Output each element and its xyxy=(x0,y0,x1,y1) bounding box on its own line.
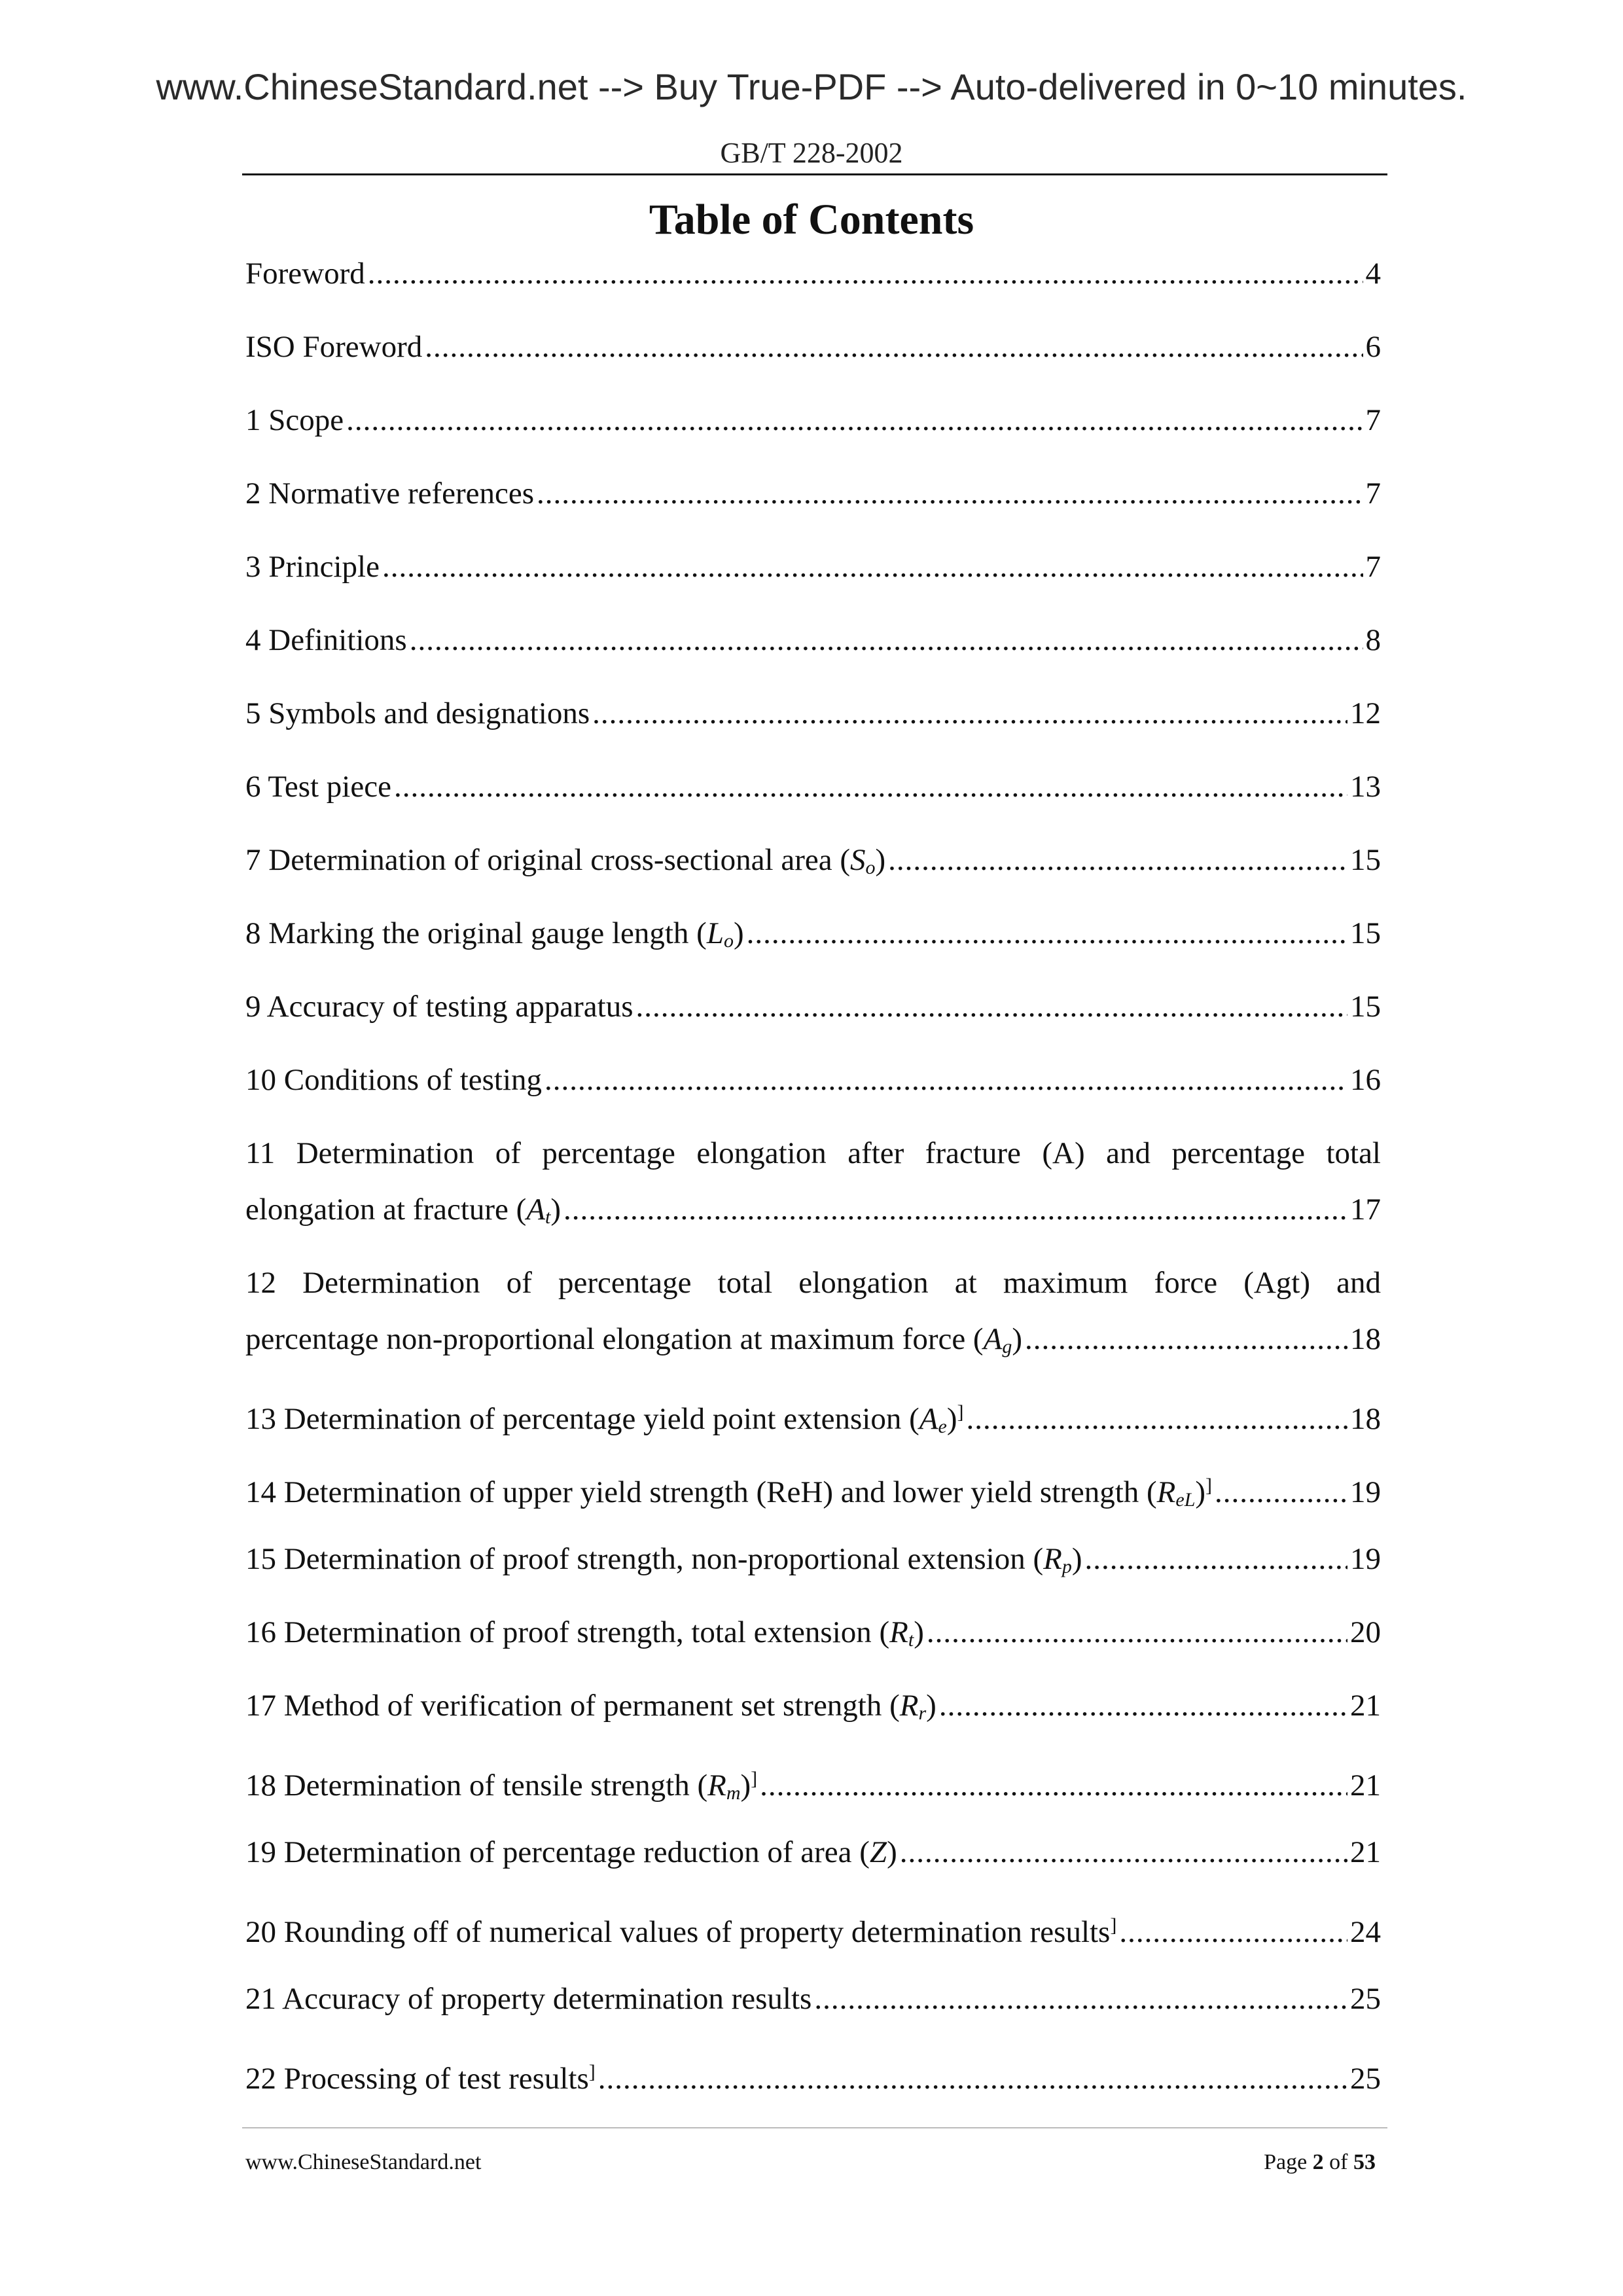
toc-entry-title xyxy=(245,2054,596,2097)
toc-entry-page: 20 xyxy=(1350,1615,1381,1649)
dot-leader xyxy=(1025,1321,1347,1357)
toc-entry-text-close: ) xyxy=(550,1193,562,1227)
toc-entry-text: 6 Test piece xyxy=(245,770,391,804)
toc-entry-line xyxy=(245,1834,1381,1871)
toc-entry-text: 19 Determination of percentage reduction of area ( xyxy=(245,1835,870,1869)
toc-entry-text: 2 Normative references xyxy=(245,476,535,511)
toc-entry-line xyxy=(245,548,1381,585)
toc-entry-line xyxy=(245,1981,1381,2017)
toc-entry-text: ISO Foreword xyxy=(245,330,423,364)
toc-entry-title xyxy=(245,1062,542,1098)
dot-leader xyxy=(760,1767,1347,1804)
toc-entry-line xyxy=(245,695,1381,732)
dot-leader xyxy=(636,988,1347,1025)
toc-entry-title xyxy=(245,1687,936,1732)
toc-list xyxy=(245,255,1381,2127)
toc-entry-text: 21 Accuracy of property determination results xyxy=(245,1982,812,2016)
toc-entry-line xyxy=(245,1191,1381,1228)
toc-entry-text: 15 Determination of proof strength, non-proportional extension ( xyxy=(245,1542,1044,1576)
toc-entry-page: 6 xyxy=(1365,330,1381,364)
toc-entry-line xyxy=(245,915,1381,952)
toc-entry-text-close: ) xyxy=(1012,1322,1022,1356)
toc-entry-mark: ] xyxy=(957,1401,964,1423)
toc-entry-page: 17 xyxy=(1350,1193,1381,1227)
toc-entry-text: 5 Symbols and designations xyxy=(245,696,590,730)
footer-rule xyxy=(242,2127,1387,2128)
dot-leader xyxy=(1215,1474,1347,1511)
toc-entry[interactable] xyxy=(245,1062,1381,1135)
toc-entry-page: 18 xyxy=(1350,1322,1381,1356)
toc-entry-subscript: e xyxy=(938,1416,947,1437)
toc-entry-title xyxy=(245,988,633,1025)
toc-entry[interactable] xyxy=(245,1981,1381,2054)
toc-entry-subscript: r xyxy=(918,1702,927,1724)
toc-entry[interactable] xyxy=(245,768,1381,842)
toc-entry-line xyxy=(245,1394,1381,1437)
toc-entry-line xyxy=(245,1541,1381,1577)
dot-leader xyxy=(1084,1541,1347,1577)
toc-entry-page: 25 xyxy=(1350,1982,1381,2016)
toc-entry-text-close: ) xyxy=(1195,1475,1206,1509)
toc-entry-symbol: Z xyxy=(869,1835,887,1869)
toc-entry-symbol: R xyxy=(1043,1542,1062,1576)
toc-entry[interactable] xyxy=(245,988,1381,1062)
toc-entry-page: 7 xyxy=(1365,476,1381,511)
toc-entry-line xyxy=(245,329,1381,365)
toc-entry-text: 20 Rounding off of numerical values of property determination results xyxy=(245,1915,1111,1949)
toc-title: Table of Contents xyxy=(649,196,974,243)
download-banner[interactable]: www.ChineseStandard.net --> Buy True-PDF --> Auto-delivered in 0~10 minutes. xyxy=(156,66,1467,107)
toc-entry-text: 3 Principle xyxy=(245,550,380,584)
toc-entry[interactable] xyxy=(245,1135,1381,1265)
toc-entry-line xyxy=(245,1614,1381,1651)
toc-entry-page: 8 xyxy=(1365,623,1381,657)
toc-entry[interactable] xyxy=(245,2054,1381,2127)
toc-entry-title xyxy=(245,1191,561,1236)
dot-leader xyxy=(592,695,1347,732)
toc-entry-title xyxy=(245,915,744,960)
toc-entry-text-close: ) xyxy=(926,1689,936,1723)
toc-entry-text: elongation at fracture ( xyxy=(245,1193,527,1227)
toc-entry-line xyxy=(245,1467,1381,1511)
footer-page-number xyxy=(1264,2150,1376,2175)
toc-entry-page: 7 xyxy=(1365,403,1381,437)
toc-entry-mark: ] xyxy=(751,1768,758,1789)
toc-entry[interactable] xyxy=(245,548,1381,622)
dot-leader xyxy=(537,475,1363,512)
toc-entry-line xyxy=(245,1907,1381,1949)
toc-entry-title xyxy=(245,695,590,732)
dot-leader xyxy=(814,1981,1347,2017)
toc-entry-title xyxy=(245,1614,924,1659)
toc-entry-text: 1 Scope xyxy=(245,403,344,437)
toc-entry-title xyxy=(245,1834,897,1871)
toc-entry[interactable] xyxy=(245,695,1381,768)
toc-entry-page: 21 xyxy=(1350,1689,1381,1723)
toc-entry-line xyxy=(245,475,1381,512)
toc-entry-text-close: ) xyxy=(740,1768,751,1803)
toc-entry-symbol: R xyxy=(707,1768,726,1803)
toc-entry-title xyxy=(245,622,407,658)
page-total: 53 xyxy=(1353,2150,1376,2174)
toc-entry-text-line1: 11 Determination of percentage elongation after fracture (A) and percentage total xyxy=(245,1136,1381,1170)
toc-entry-title xyxy=(245,842,885,886)
toc-entry[interactable] xyxy=(245,622,1381,695)
toc-entry-page: 24 xyxy=(1350,1915,1381,1949)
toc-entry[interactable] xyxy=(245,1907,1381,1981)
toc-entry-text-close: ) xyxy=(946,1402,957,1436)
toc-entry-line xyxy=(245,1062,1381,1098)
page-current: 2 xyxy=(1312,2150,1324,2174)
toc-entry-symbol: R xyxy=(899,1689,919,1723)
dot-leader xyxy=(1119,1914,1347,1950)
toc-entry-title xyxy=(245,1394,963,1445)
toc-entry[interactable] xyxy=(245,1761,1381,1834)
toc-entry[interactable] xyxy=(245,1834,1381,1907)
toc-entry-page: 19 xyxy=(1350,1475,1381,1509)
toc-entry-text-close: ) xyxy=(1071,1542,1082,1576)
page-prefix: Page xyxy=(1264,2150,1313,2174)
toc-entry-symbol: R xyxy=(1156,1475,1176,1509)
toc-entry-title xyxy=(245,402,344,439)
toc-entry-page: 21 xyxy=(1350,1768,1381,1803)
toc-entry-text: 17 Method of verification of permanent set strength ( xyxy=(245,1689,900,1723)
toc-entry-title xyxy=(245,255,365,292)
toc-entry-text: 8 Marking the original gauge length ( xyxy=(245,916,707,950)
toc-entry-page: 12 xyxy=(1350,696,1381,730)
toc-entry-subscript: g xyxy=(1002,1336,1012,1357)
toc-entry-page: 13 xyxy=(1350,770,1381,804)
toc-entry-title xyxy=(245,1907,1116,1950)
toc-entry-subscript: t xyxy=(908,1629,914,1651)
toc-entry-symbol: A xyxy=(919,1402,938,1436)
dot-leader xyxy=(368,255,1363,292)
toc-entry-symbol: S xyxy=(849,843,866,877)
toc-entry-subscript: p xyxy=(1061,1556,1072,1577)
toc-entry-title xyxy=(245,548,380,585)
toc-entry-text: 18 Determination of tensile strength ( xyxy=(245,1768,708,1803)
standard-code: GB/T 228-2002 xyxy=(720,137,903,169)
toc-entry-title xyxy=(245,1541,1082,1585)
toc-entry-line xyxy=(245,1761,1381,1804)
toc-entry-line xyxy=(245,2054,1381,2096)
toc-entry-mark: ] xyxy=(588,2061,596,2083)
toc-entry-subscript: t xyxy=(545,1206,551,1228)
dot-leader xyxy=(544,1062,1347,1098)
toc-entry-symbol: A xyxy=(983,1322,1003,1356)
dot-leader xyxy=(900,1834,1347,1871)
toc-entry[interactable] xyxy=(245,402,1381,475)
toc-entry-line xyxy=(245,255,1381,292)
toc-entry-text: percentage non-proportional elongation at maximum force ( xyxy=(245,1322,984,1356)
toc-entry-text: 10 Conditions of testing xyxy=(245,1063,543,1097)
page-of: of xyxy=(1323,2150,1353,2174)
toc-entry-text: 22 Processing of test results xyxy=(245,2062,589,2096)
toc-entry-line xyxy=(245,842,1381,878)
toc-entry-subscript: o xyxy=(865,857,876,878)
toc-entry-text: 13 Determination of percentage yield point extension ( xyxy=(245,1402,919,1436)
toc-entry-page: 21 xyxy=(1350,1835,1381,1869)
header-rule xyxy=(242,173,1387,175)
toc-entry-page: 19 xyxy=(1350,1542,1381,1576)
toc-entry[interactable] xyxy=(245,475,1381,548)
toc-entry-subscript: m xyxy=(726,1782,741,1804)
toc-entry-text-line1: 12 Determination of percentage total elongation at maximum force (Agt) and xyxy=(245,1266,1381,1300)
toc-entry-symbol: A xyxy=(526,1193,546,1227)
dot-leader xyxy=(425,329,1363,365)
dot-leader xyxy=(394,768,1347,805)
toc-entry-line xyxy=(245,622,1381,658)
toc-entry-text-close: ) xyxy=(914,1615,924,1649)
dot-leader xyxy=(382,548,1363,585)
toc-entry-title xyxy=(245,1467,1212,1518)
footer-site[interactable]: www.ChineseStandard.net xyxy=(245,2150,482,2174)
dot-leader xyxy=(888,842,1347,878)
toc-entry-line xyxy=(245,988,1381,1025)
dot-leader xyxy=(927,1614,1347,1651)
toc-entry[interactable] xyxy=(245,1687,1381,1761)
toc-entry[interactable] xyxy=(245,255,1381,329)
toc-entry[interactable] xyxy=(245,842,1381,915)
toc-entry-text: 4 Definitions xyxy=(245,623,407,657)
toc-entry-page: 7 xyxy=(1365,550,1381,584)
toc-entry-text: 9 Accuracy of testing apparatus xyxy=(245,990,633,1024)
dot-leader xyxy=(563,1191,1347,1228)
toc-entry-subscript: eL xyxy=(1175,1489,1196,1511)
toc-entry-page: 18 xyxy=(1350,1402,1381,1436)
toc-entry-text: 7 Determination of original cross-sectional area ( xyxy=(245,843,850,877)
toc-entry-text-close: ) xyxy=(887,1835,897,1869)
toc-entry-line xyxy=(245,1321,1381,1357)
toc-entry-mark: ] xyxy=(1205,1475,1213,1496)
toc-entry-page: 15 xyxy=(1350,916,1381,950)
toc-entry-title xyxy=(245,475,534,512)
toc-entry[interactable] xyxy=(245,1467,1381,1541)
toc-entry-text: 14 Determination of upper yield strength (ReH) and lower yield strength ( xyxy=(245,1475,1157,1509)
toc-entry-text-close: ) xyxy=(733,916,744,950)
toc-entry-title xyxy=(245,1761,757,1812)
toc-entry-text: 16 Determination of proof strength, total extension ( xyxy=(245,1615,890,1649)
toc-entry-symbol: R xyxy=(889,1615,908,1649)
dot-leader xyxy=(966,1401,1347,1437)
toc-entry-page: 25 xyxy=(1350,2062,1381,2096)
toc-entry[interactable] xyxy=(245,1614,1381,1687)
toc-entry-page: 4 xyxy=(1365,257,1381,291)
toc-entry-line xyxy=(245,402,1381,439)
dot-leader xyxy=(939,1687,1347,1724)
toc-entry-text-close: ) xyxy=(875,843,886,877)
dot-leader xyxy=(747,915,1347,952)
dot-leader xyxy=(410,622,1363,658)
toc-entry-title xyxy=(245,1321,1022,1365)
toc-entry-line xyxy=(245,1687,1381,1724)
toc-entry-page: 16 xyxy=(1350,1063,1381,1097)
toc-entry[interactable] xyxy=(245,915,1381,988)
toc-entry-mark: ] xyxy=(1110,1914,1117,1936)
toc-entry-title xyxy=(245,329,422,365)
toc-entry-title xyxy=(245,768,391,805)
toc-entry[interactable] xyxy=(245,329,1381,402)
toc-entry-title xyxy=(245,1981,812,2017)
toc-entry[interactable] xyxy=(245,1394,1381,1467)
dot-leader xyxy=(346,402,1363,439)
toc-entry-line xyxy=(245,768,1381,805)
toc-entry-symbol: L xyxy=(706,916,724,950)
dot-leader xyxy=(598,2060,1347,2097)
toc-entry-page: 15 xyxy=(1350,843,1381,877)
toc-entry[interactable] xyxy=(245,1265,1381,1394)
toc-entry[interactable] xyxy=(245,1541,1381,1614)
toc-entry-page: 15 xyxy=(1350,990,1381,1024)
toc-entry-subscript: o xyxy=(723,930,734,952)
toc-entry-text: Foreword xyxy=(245,257,365,291)
